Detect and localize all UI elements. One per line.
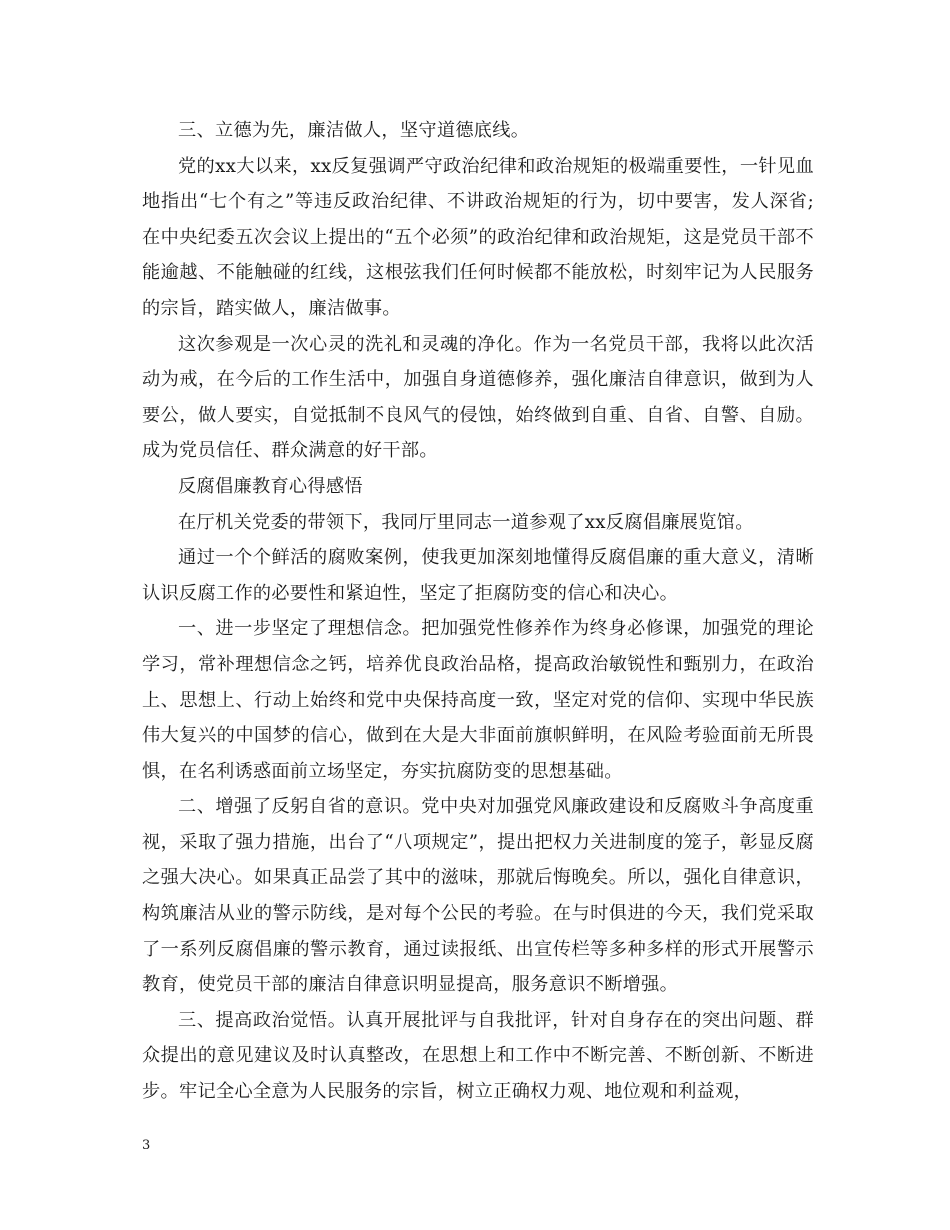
- document-body: [142, 113, 814, 1110]
- paragraph-point-one: 一、进一步坚定了理想信念。把加强党性修养作为终身必修课，加强党的理论学习，常补理想信念之钙，培养优良政治品格，提高政治敏锐性和甄别力，在政治上、思想上、行动上始终和党中央保持高度一致，坚定对党的信仰、实现中华民族伟大复兴的中国梦的信心，做到在大是大非面前旗帜鲜明，在风险考验面前无所畏惧，在名利诱惑面前立场坚定，夯实抗腐防变的思想基础。: [142, 618, 814, 782]
- paragraph-point-two: 二、增强了反躬自省的意识。党中央对加强党风廉政建设和反腐败斗争高度重视，采取了强力措施，出台了“八项规定”，提出把权力关进制度的笼子，彰显反腐之强大决心。如果真正品尝了其中的滋味，那就后悔晚矣。所以，强化自律意识，构筑廉洁从业的警示防线，是对每个公民的考验。在与时俱进的今天，我们党采取了一系列反腐倡廉的警示教育，通过读报纸、出宣传栏等多种多样的形式开展警示教育，使党员干部的廉洁自律意识明显提高，服务意识不断增强。: [142, 796, 814, 996]
- paragraph-section-three-heading: 三、立德为先，廉洁做人，坚守道德底线。: [178, 120, 530, 141]
- paragraph-visit-intro: 在厅机关党委的带领下，我同厅里同志一道参观了xx反腐倡廉展览馆。: [178, 511, 754, 533]
- paragraph-point-three: 三、提高政治觉悟。认真开展批评与自我批评，针对自身存在的突出问题、群众提出的意见建议及时认真整改，在思想上和工作中不断完善、不断创新、不断进步。牢记全心全意为人民服务的宗旨，树立正确权力观、地位观和利益观，: [142, 1009, 814, 1103]
- paragraph-visit-reflection: 这次参观是一次心灵的洗礼和灵魂的净化。作为一名党员干部，我将以此次活动为戒，在今后的工作生活中，加强自身道德修养，强化廉洁自律意识，做到为人要公，做人要实，自觉抵制不良风气的侵蚀，始终做到自重、自省、自警、自励。成为党员信任、群众满意的好干部。: [142, 333, 814, 462]
- page-number: 3: [142, 1138, 151, 1153]
- paragraph-essay-title: 反腐倡廉教育心得感悟: [178, 475, 363, 497]
- paragraph-case-lessons: 通过一个个鲜活的腐败案例，使我更加深刻地懂得反腐倡廉的重大意义，清晰认识反腐工作的必要性和紧迫性，坚定了拒腐防变的信心和决心。: [142, 547, 814, 604]
- paragraph-political-discipline: 党的xx大以来，xx反复强调严守政治纪律和政治规矩的极端重要性，一针见血地指出“七个有之”等违反政治纪律、不讲政治规矩的行为，切中要害，发人深省;在中央纪委五次会议上提出的“五个必须”的政治纪律和政治规矩，这是党员干部不能逾越、不能触碰的红线，这根弦我们任何时候都不能放松，时刻牢记为人民服务的宗旨，踏实做人，廉洁做事。: [142, 155, 814, 319]
